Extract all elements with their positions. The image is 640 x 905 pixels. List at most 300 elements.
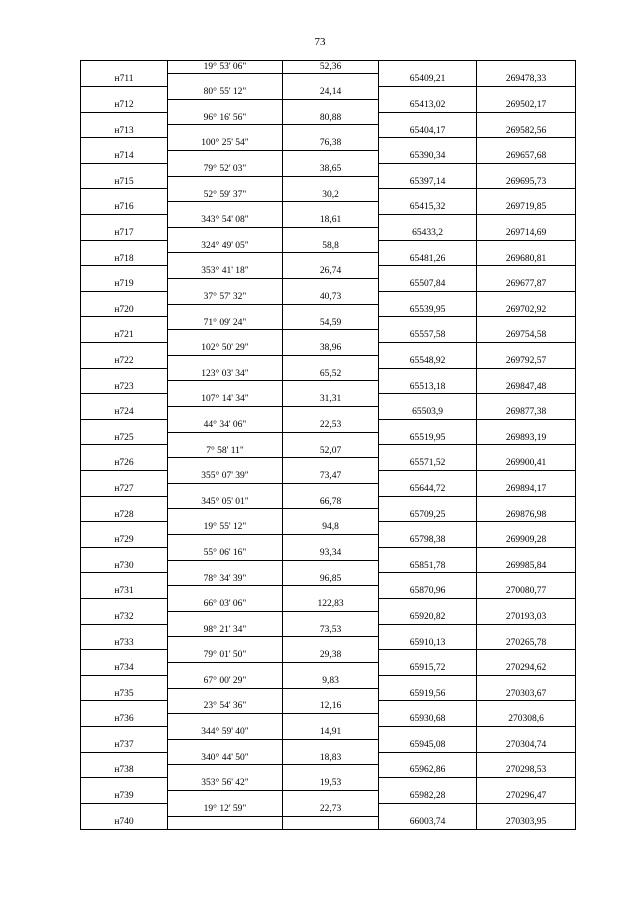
point-id-cell [81, 752, 168, 765]
point-id-cell: н715 [81, 176, 168, 189]
y-coordinate-cell: 269714,69 [477, 227, 576, 240]
direction-angle-cell: 55° 06' 16" [168, 547, 283, 560]
segment-length-cell: 94,8 [283, 522, 379, 535]
point-row [81, 509, 576, 522]
segment-row [81, 675, 576, 688]
segment-length-cell: 96,85 [283, 573, 379, 586]
point-id-cell [81, 624, 168, 637]
direction-angle-cell [168, 662, 283, 675]
x-coordinate-cell [379, 61, 477, 74]
direction-angle-cell [168, 765, 283, 778]
direction-angle-cell [168, 790, 283, 803]
segment-row [81, 496, 576, 509]
y-coordinate-cell [477, 471, 576, 484]
x-coordinate-cell [379, 522, 477, 535]
segment-row [81, 112, 576, 125]
segment-length-cell [283, 560, 379, 573]
segment-length-cell: 18,61 [283, 215, 379, 228]
coordinates-table [80, 60, 575, 830]
direction-angle-cell: 353° 41' 18" [168, 266, 283, 279]
segment-length-cell: 19,53 [283, 778, 379, 791]
x-coordinate-cell [379, 752, 477, 765]
segment-length-cell: 66,78 [283, 496, 379, 509]
segment-row [81, 368, 576, 381]
direction-angle-cell: 107° 14' 34" [168, 394, 283, 407]
segment-length-cell [283, 688, 379, 701]
point-id-cell: н722 [81, 355, 168, 368]
point-id-cell: н731 [81, 586, 168, 599]
y-coordinate-cell [477, 138, 576, 151]
segment-length-cell [283, 330, 379, 343]
point-id-cell [81, 368, 168, 381]
y-coordinate-cell: 270303,95 [477, 816, 576, 829]
direction-angle-cell: 44° 34' 06" [168, 419, 283, 432]
segment-row [81, 87, 576, 100]
segment-row [81, 163, 576, 176]
point-id-cell: н736 [81, 714, 168, 727]
x-coordinate-cell [379, 87, 477, 100]
segment-length-cell [283, 509, 379, 522]
x-coordinate-cell: 65709,25 [379, 509, 477, 522]
point-id-cell: н713 [81, 125, 168, 138]
direction-angle-cell [168, 509, 283, 522]
y-coordinate-cell [477, 419, 576, 432]
x-coordinate-cell: 65415,32 [379, 202, 477, 215]
direction-angle-cell [168, 151, 283, 164]
direction-angle-cell [168, 227, 283, 240]
direction-angle-cell: 19° 55' 12" [168, 522, 283, 535]
point-row [81, 560, 576, 573]
x-coordinate-cell: 65539,95 [379, 304, 477, 317]
x-coordinate-cell [379, 726, 477, 739]
x-coordinate-cell [379, 598, 477, 611]
segment-length-cell [283, 458, 379, 471]
y-coordinate-cell [477, 240, 576, 253]
point-id-cell: н728 [81, 509, 168, 522]
point-id-cell [81, 547, 168, 560]
point-id-cell: н738 [81, 765, 168, 778]
segment-row [81, 215, 576, 228]
x-coordinate-cell: 65397,14 [379, 176, 477, 189]
point-id-cell [81, 394, 168, 407]
segment-length-cell [283, 151, 379, 164]
segment-row [81, 189, 576, 202]
x-coordinate-cell: 65920,82 [379, 611, 477, 624]
segment-length-cell [283, 176, 379, 189]
x-coordinate-cell: 65910,13 [379, 637, 477, 650]
segment-row [81, 778, 576, 791]
point-id-cell [81, 522, 168, 535]
segment-length-cell: 80,88 [283, 112, 379, 125]
direction-angle-cell: 19° 53' 06" [168, 61, 283, 74]
segment-row [81, 419, 576, 432]
x-coordinate-cell [379, 112, 477, 125]
direction-angle-cell [168, 816, 283, 829]
y-coordinate-cell [477, 368, 576, 381]
direction-angle-cell: 98° 21' 34" [168, 624, 283, 637]
direction-angle-cell [168, 458, 283, 471]
segment-length-cell [283, 279, 379, 292]
point-id-cell: н726 [81, 458, 168, 471]
y-coordinate-cell [477, 112, 576, 125]
point-row [81, 227, 576, 240]
y-coordinate-cell: 269502,17 [477, 99, 576, 112]
direction-angle-cell [168, 330, 283, 343]
segment-length-cell: 65,52 [283, 368, 379, 381]
x-coordinate-cell [379, 496, 477, 509]
x-coordinate-cell [379, 138, 477, 151]
x-coordinate-cell: 65413,02 [379, 99, 477, 112]
point-id-cell: н719 [81, 279, 168, 292]
x-coordinate-cell: 65390,34 [379, 151, 477, 164]
point-row [81, 151, 576, 164]
direction-angle-cell [168, 407, 283, 420]
point-row [81, 279, 576, 292]
point-row [81, 458, 576, 471]
segment-length-cell [283, 407, 379, 420]
point-id-cell: н735 [81, 688, 168, 701]
x-coordinate-cell [379, 778, 477, 791]
point-row [81, 662, 576, 675]
x-coordinate-cell: 65798,38 [379, 534, 477, 547]
direction-angle-cell: 102° 50' 29" [168, 343, 283, 356]
segment-length-cell: 22,53 [283, 419, 379, 432]
y-coordinate-cell: 269719,85 [477, 202, 576, 215]
segment-length-cell: 76,38 [283, 138, 379, 151]
segment-row [81, 573, 576, 586]
point-id-cell: н725 [81, 432, 168, 445]
y-coordinate-cell: 269877,38 [477, 407, 576, 420]
direction-angle-cell: 71° 09' 24" [168, 317, 283, 330]
point-id-cell [81, 266, 168, 279]
direction-angle-cell: 7° 58' 11" [168, 445, 283, 458]
x-coordinate-cell: 65915,72 [379, 662, 477, 675]
point-id-cell [81, 61, 168, 74]
y-coordinate-cell: 269657,68 [477, 151, 576, 164]
x-coordinate-cell: 65870,96 [379, 586, 477, 599]
segment-length-cell: 29,38 [283, 650, 379, 663]
direction-angle-cell [168, 586, 283, 599]
segment-length-cell [283, 432, 379, 445]
x-coordinate-cell [379, 701, 477, 714]
segment-row [81, 343, 576, 356]
direction-angle-cell: 353° 56' 42" [168, 778, 283, 791]
point-row [81, 739, 576, 752]
point-id-cell: н721 [81, 330, 168, 343]
y-coordinate-cell: 269847,48 [477, 381, 576, 394]
point-id-cell [81, 445, 168, 458]
direction-angle-cell: 67° 00' 29" [168, 675, 283, 688]
y-coordinate-cell [477, 752, 576, 765]
direction-angle-cell [168, 688, 283, 701]
segment-length-cell [283, 381, 379, 394]
point-id-cell: н712 [81, 99, 168, 112]
point-id-cell [81, 598, 168, 611]
point-id-cell [81, 87, 168, 100]
direction-angle-cell: 78° 34' 39" [168, 573, 283, 586]
direction-angle-cell: 340° 44' 50" [168, 752, 283, 765]
segment-length-cell: 14,91 [283, 726, 379, 739]
point-id-cell [81, 778, 168, 791]
x-coordinate-cell: 65982,28 [379, 790, 477, 803]
direction-angle-cell: 96° 16' 56" [168, 112, 283, 125]
segment-length-cell [283, 304, 379, 317]
x-coordinate-cell [379, 675, 477, 688]
x-coordinate-cell: 65404,17 [379, 125, 477, 138]
y-coordinate-cell [477, 778, 576, 791]
point-id-cell [81, 419, 168, 432]
segment-row [81, 752, 576, 765]
x-coordinate-cell: 65851,78 [379, 560, 477, 573]
x-coordinate-cell: 65962,86 [379, 765, 477, 778]
direction-angle-cell: 52° 59' 37" [168, 189, 283, 202]
x-coordinate-cell [379, 317, 477, 330]
segment-length-cell: 38,96 [283, 343, 379, 356]
segment-length-cell: 58,8 [283, 240, 379, 253]
x-coordinate-cell: 65919,56 [379, 688, 477, 701]
y-coordinate-cell: 270298,53 [477, 765, 576, 778]
y-coordinate-cell [477, 522, 576, 535]
y-coordinate-cell [477, 598, 576, 611]
y-coordinate-cell: 269909,28 [477, 534, 576, 547]
segment-row [81, 240, 576, 253]
x-coordinate-cell: 65409,21 [379, 74, 477, 87]
y-coordinate-cell [477, 701, 576, 714]
x-coordinate-cell [379, 547, 477, 560]
point-id-cell [81, 343, 168, 356]
segment-length-cell: 9,83 [283, 675, 379, 688]
segment-length-cell: 52,07 [283, 445, 379, 458]
segment-length-cell [283, 74, 379, 87]
y-coordinate-cell: 270296,47 [477, 790, 576, 803]
segment-length-cell: 54,59 [283, 317, 379, 330]
x-coordinate-cell: 65513,18 [379, 381, 477, 394]
point-id-cell [81, 215, 168, 228]
point-row [81, 407, 576, 420]
segment-row [81, 266, 576, 279]
segment-length-cell [283, 765, 379, 778]
y-coordinate-cell: 269893,19 [477, 432, 576, 445]
point-row [81, 816, 576, 829]
point-row [81, 483, 576, 496]
point-row [81, 355, 576, 368]
point-id-cell [81, 317, 168, 330]
direction-angle-cell: 344° 59' 40" [168, 726, 283, 739]
x-coordinate-cell: 65519,95 [379, 432, 477, 445]
segment-length-cell [283, 355, 379, 368]
direction-angle-cell [168, 253, 283, 266]
segment-length-cell [283, 790, 379, 803]
y-coordinate-cell [477, 650, 576, 663]
point-id-cell: н733 [81, 637, 168, 650]
y-coordinate-cell [477, 573, 576, 586]
direction-angle-cell [168, 202, 283, 215]
segment-length-cell [283, 227, 379, 240]
point-row [81, 534, 576, 547]
x-coordinate-cell [379, 189, 477, 202]
point-row [81, 202, 576, 215]
y-coordinate-cell: 269478,33 [477, 74, 576, 87]
direction-angle-cell [168, 714, 283, 727]
y-coordinate-cell: 270265,78 [477, 637, 576, 650]
segment-length-cell [283, 637, 379, 650]
x-coordinate-cell [379, 419, 477, 432]
segment-row [81, 138, 576, 151]
y-coordinate-cell [477, 496, 576, 509]
point-id-cell [81, 163, 168, 176]
point-row [81, 99, 576, 112]
direction-angle-cell: 19° 12' 59" [168, 803, 283, 816]
direction-angle-cell [168, 304, 283, 317]
direction-angle-cell: 343° 54' 08" [168, 215, 283, 228]
point-id-cell [81, 138, 168, 151]
x-coordinate-cell [379, 215, 477, 228]
point-row [81, 125, 576, 138]
segment-row [81, 726, 576, 739]
y-coordinate-cell: 269695,73 [477, 176, 576, 189]
point-row [81, 611, 576, 624]
y-coordinate-cell: 270294,62 [477, 662, 576, 675]
direction-angle-cell: 23° 54' 36" [168, 701, 283, 714]
direction-angle-cell: 66° 03' 06" [168, 598, 283, 611]
segment-row [81, 317, 576, 330]
direction-angle-cell: 324° 49' 05" [168, 240, 283, 253]
direction-angle-cell: 100° 25' 54" [168, 138, 283, 151]
segment-row [81, 547, 576, 560]
segment-length-cell [283, 662, 379, 675]
point-id-cell [81, 291, 168, 304]
y-coordinate-cell [477, 445, 576, 458]
x-coordinate-cell [379, 471, 477, 484]
y-coordinate-cell: 270303,67 [477, 688, 576, 701]
page-number: 73 [314, 36, 326, 48]
y-coordinate-cell: 270304,74 [477, 739, 576, 752]
direction-angle-cell [168, 381, 283, 394]
point-id-cell [81, 803, 168, 816]
point-id-cell: н734 [81, 662, 168, 675]
point-id-cell: н718 [81, 253, 168, 266]
segment-length-cell: 73,53 [283, 624, 379, 637]
segment-length-cell: 73,47 [283, 471, 379, 484]
segment-length-cell [283, 714, 379, 727]
direction-angle-cell: 80° 55' 12" [168, 87, 283, 100]
direction-angle-cell: 123° 03' 34" [168, 368, 283, 381]
y-coordinate-cell [477, 624, 576, 637]
y-coordinate-cell [477, 163, 576, 176]
point-id-cell: н716 [81, 202, 168, 215]
x-coordinate-cell: 65644,72 [379, 483, 477, 496]
y-coordinate-cell: 269680,81 [477, 253, 576, 266]
point-row [81, 586, 576, 599]
point-id-cell: н740 [81, 816, 168, 829]
x-coordinate-cell [379, 343, 477, 356]
x-coordinate-cell [379, 266, 477, 279]
point-id-cell: н723 [81, 381, 168, 394]
y-coordinate-cell: 269900,41 [477, 458, 576, 471]
y-coordinate-cell [477, 343, 576, 356]
point-id-cell [81, 471, 168, 484]
segment-row [81, 394, 576, 407]
x-coordinate-cell: 65507,84 [379, 279, 477, 292]
x-coordinate-cell [379, 163, 477, 176]
x-coordinate-cell [379, 803, 477, 816]
y-coordinate-cell [477, 675, 576, 688]
y-coordinate-cell: 269894,17 [477, 483, 576, 496]
x-coordinate-cell: 65557,58 [379, 330, 477, 343]
point-id-cell: н724 [81, 407, 168, 420]
x-coordinate-cell: 65433,2 [379, 227, 477, 240]
y-coordinate-cell [477, 317, 576, 330]
x-coordinate-cell [379, 291, 477, 304]
segment-row [81, 598, 576, 611]
x-coordinate-cell [379, 445, 477, 458]
segment-length-cell: 31,31 [283, 394, 379, 407]
y-coordinate-cell [477, 215, 576, 228]
y-coordinate-cell [477, 61, 576, 74]
point-row [81, 637, 576, 650]
x-coordinate-cell: 65503,9 [379, 407, 477, 420]
point-id-cell [81, 189, 168, 202]
y-coordinate-cell: 269702,92 [477, 304, 576, 317]
point-id-cell: н711 [81, 74, 168, 87]
direction-angle-cell: 79° 01' 50" [168, 650, 283, 663]
y-coordinate-cell: 270193,03 [477, 611, 576, 624]
point-id-cell: н714 [81, 151, 168, 164]
x-coordinate-cell [379, 624, 477, 637]
y-coordinate-cell: 269677,87 [477, 279, 576, 292]
x-coordinate-cell: 66003,74 [379, 816, 477, 829]
y-coordinate-cell [477, 726, 576, 739]
y-coordinate-cell [477, 547, 576, 560]
point-id-cell: н729 [81, 534, 168, 547]
point-id-cell [81, 496, 168, 509]
point-id-cell [81, 675, 168, 688]
y-coordinate-cell: 269985,84 [477, 560, 576, 573]
segment-length-cell: 24,14 [283, 87, 379, 100]
coordinates-table-body [81, 61, 576, 830]
direction-angle-cell [168, 432, 283, 445]
y-coordinate-cell: 269754,58 [477, 330, 576, 343]
direction-angle-cell [168, 483, 283, 496]
segment-length-cell [283, 816, 379, 829]
x-coordinate-cell [379, 573, 477, 586]
x-coordinate-cell [379, 650, 477, 663]
segment-length-cell [283, 534, 379, 547]
y-coordinate-cell [477, 394, 576, 407]
point-row [81, 253, 576, 266]
y-coordinate-cell: 269792,57 [477, 355, 576, 368]
point-row [81, 714, 576, 727]
direction-angle-cell [168, 355, 283, 368]
y-coordinate-cell [477, 803, 576, 816]
segment-row [81, 291, 576, 304]
segment-length-cell: 30,2 [283, 189, 379, 202]
point-id-cell [81, 701, 168, 714]
segment-row [81, 701, 576, 714]
point-id-cell: н737 [81, 739, 168, 752]
direction-angle-cell [168, 637, 283, 650]
direction-angle-cell [168, 125, 283, 138]
point-row [81, 688, 576, 701]
point-row [81, 765, 576, 778]
point-row [81, 432, 576, 445]
y-coordinate-cell: 270080,77 [477, 586, 576, 599]
point-id-cell: н717 [81, 227, 168, 240]
y-coordinate-cell: 270308,6 [477, 714, 576, 727]
x-coordinate-cell: 65481,26 [379, 253, 477, 266]
x-coordinate-cell: 65930,68 [379, 714, 477, 727]
direction-angle-cell [168, 534, 283, 547]
